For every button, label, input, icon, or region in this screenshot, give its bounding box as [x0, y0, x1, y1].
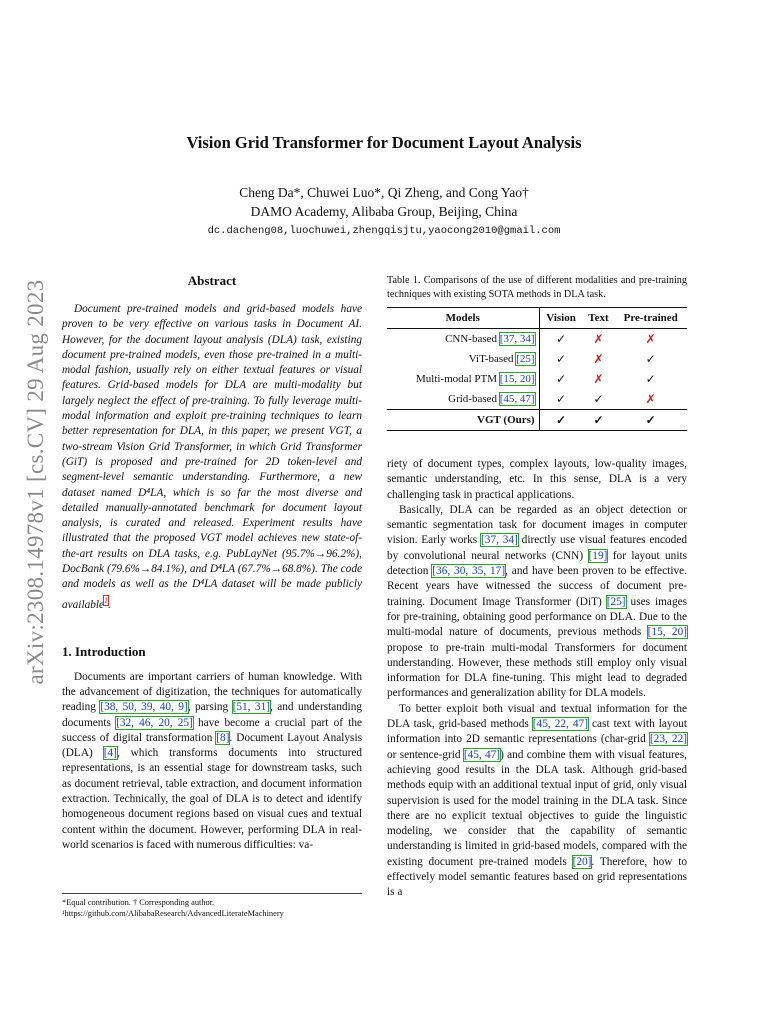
model-name: CNN-based: [445, 333, 500, 345]
check-icon: ✓: [614, 410, 687, 431]
paragraph-continued: riety of document types, complex layouts, low-quality images, semantic understanding, etc. In this sense, DLA is a very challenging task in practical applications.: [387, 458, 687, 501]
text-run: . Therefore, how to effectively model semantic features based on grid representations is a: [387, 855, 687, 899]
text-run: , and have been proven to be effective. Recent years have witnessed the success of document pre-training. Document Image Transformer (DiT): [387, 565, 687, 608]
citation-link[interactable]: [19]: [588, 549, 608, 562]
text-run: . Document Layout Analysis (DLA): [62, 731, 362, 760]
arxiv-identifier: arXiv:2308.14978v1 [cs.CV] 29 Aug 2023: [23, 279, 48, 685]
text-run: Documents are important carriers of human knowledge. With the advancement of digitization, the techniques for automatically reading: [62, 670, 362, 714]
cross-icon: ✗: [593, 351, 604, 366]
citation-link[interactable]: [36, 30, 35, 17]: [432, 565, 506, 578]
abstract-heading: Abstract: [187, 273, 237, 288]
citation-link[interactable]: [15, 20]: [499, 373, 535, 385]
text-run: propose to pre-train multi-modal Transformers for document understanding. However, these methods still employ only visual information for DLA fine-tuning. This might lead to degraded performances and generalization ability for DLA models.: [387, 641, 687, 700]
citation-link[interactable]: [37, 34]: [499, 333, 535, 345]
author-block: [0, 183, 768, 221]
text-run: directly use visual features encoded by convolutional neural networks (CNN): [387, 534, 687, 562]
text-run: , and understanding documents: [62, 701, 362, 729]
model-name: Multi-modal PTM: [416, 373, 500, 385]
abstract-body: Document pre-trained models and grid-based models have proven to be very effective on various tasks in Document AI. However, for the document layout analysis (DLA) task, existing document pre-trained models, even those pre-trained in a multi-modal fashion, usually rely on either textual features or visual features. Grid-based models for DLA are multi-modality but largely neglect the effect of pre-training. To fully leverage multi-modal information and exploit pre-training techniques to learn better representation for DLA, in this paper, we present VGT, a two-stream Vision Grid Transformer, in which Grid Transformer (GiT) is proposed and pre-trained for 2D token-level and segment-level semantic understanding. Furthermore, a new dataset named D⁴LA, which is so far the most diverse and detailed manually-annotated benchmark for document layout analysis, is curated and released. Experiment results have illustrated that the proposed VGT model achieves new state-of-the-art results on DLA tasks, e.g. PubLayNet (95.7%→96.2%), DocBank (79.6%→84.1%), and D⁴LA (67.7%→68.8%). The code and models as well as the D⁴LA dataset will be made publicly available: [62, 303, 362, 611]
text-run: for layout units detection: [387, 549, 687, 578]
table-row-ours: [387, 410, 687, 431]
arxiv-sidebar: [6, 232, 66, 732]
text-run: ) and combine them with visual features, achieving good results in the DLA task. Although grid-based methods equip with an additional textual input of grid, only visual supervision is used for the model training in the DLA task. Since there are no explicit textual objectives to guide the linguistic modeling, we consider that the capability of semantic understanding is limited in grid-based models, compared with the existing document pre-trained models: [387, 748, 687, 868]
table-caption: Table 1. Comparisons of the use of different modalities and pre-training techniques with existing SOTA methods in DLA task.: [387, 275, 687, 300]
check-icon: ✓: [556, 331, 567, 346]
citation-link[interactable]: [38, 50, 39, 40, 9]: [100, 701, 188, 714]
column-header-text: Text: [583, 308, 615, 329]
table-row: [387, 389, 687, 410]
affiliation: DAMO Academy, Alibaba Group, Beijing, China: [250, 204, 518, 219]
citation-link[interactable]: [4]: [103, 747, 117, 760]
footnote-github-url[interactable]: ¹https://github.com/AlibabaResearch/AdvancedLiterateMachinery: [62, 909, 284, 918]
column-header-vision: Vision: [539, 308, 582, 329]
model-cell: [387, 389, 539, 410]
paragraph: [387, 702, 687, 901]
citation-link[interactable]: [15, 20]: [647, 626, 687, 639]
citation-link[interactable]: [51, 31]: [232, 701, 270, 714]
citation-link[interactable]: [45, 22, 47]: [532, 718, 588, 731]
check-icon: ✓: [645, 351, 656, 366]
text-run: uses images for pre-training, obtaining good performance on DLA. Due to the multi-modal nature of documents, previous methods: [387, 595, 687, 639]
text-run: To better exploit both visual and textual information for the DLA task, grid-based methods: [387, 702, 687, 731]
column-header-models: Models: [387, 308, 539, 329]
check-icon: ✓: [539, 410, 582, 431]
paragraph: [387, 503, 687, 702]
citation-link[interactable]: [37, 34]: [481, 534, 518, 547]
table-row: [387, 349, 687, 369]
check-icon: ✓: [593, 391, 604, 406]
cross-icon: ✗: [593, 371, 604, 386]
citation-link[interactable]: [8]: [216, 731, 230, 744]
citation-link[interactable]: [23, 22]: [649, 733, 687, 746]
model-name: VGT (Ours): [477, 414, 535, 426]
right-column: [387, 270, 687, 901]
check-icon: ✓: [645, 371, 656, 386]
text-run: Basically, DLA can be regarded as an object detection or semantic segmentation task for document images in computer vision. Early works: [387, 503, 687, 547]
intro-paragraph: [62, 670, 362, 854]
citation-link[interactable]: [20]: [572, 855, 592, 868]
check-icon: ✓: [583, 410, 615, 431]
column-header-pretrained: Pre-trained: [614, 308, 687, 329]
citation-link[interactable]: [25]: [606, 595, 626, 608]
text-run: or sentence-grid: [387, 748, 464, 761]
comparison-table: [387, 307, 687, 431]
check-icon: ✓: [556, 351, 567, 366]
abstract-text: [62, 302, 362, 613]
cross-icon: ✗: [645, 331, 656, 346]
citation-link[interactable]: [32, 46, 20, 25]: [116, 716, 193, 729]
right-body-text: [387, 457, 687, 901]
author-names: Cheng Da*, Chuwei Luo*, Qi Zheng, and Cong Yao†: [239, 185, 529, 200]
abstract-end: .: [108, 598, 111, 611]
text-run: , parsing: [187, 701, 233, 714]
model-cell: [387, 369, 539, 389]
cross-icon: ✗: [593, 331, 604, 346]
model-name: ViT-based: [468, 353, 517, 365]
model-cell: [387, 329, 539, 350]
section-heading-introduction: 1. Introduction: [62, 643, 146, 659]
citation-link[interactable]: [45, 47]: [463, 748, 501, 761]
model-cell: [387, 410, 539, 431]
author-emails[interactable]: dc.dacheng08,luochuwei,zhengqisjtu,yaocong2010@gmail.com: [207, 225, 561, 237]
footnote-equal-contribution: *Equal contribution. † Corresponding author.: [62, 898, 215, 907]
footnote-link[interactable]: 1: [104, 595, 109, 605]
table-row: [387, 329, 687, 350]
table-header-row: [387, 308, 687, 329]
cross-icon: ✗: [645, 391, 656, 406]
citation-link[interactable]: [25]: [516, 353, 535, 365]
paper-title: Vision Grid Transformer for Document Layout Analysis: [186, 133, 582, 152]
left-column: [62, 270, 362, 853]
text-run: cast text with layout information into 2D semantic representations (char-grid: [387, 718, 688, 746]
check-icon: ✓: [556, 391, 567, 406]
model-name: Grid-based: [448, 393, 500, 405]
citation-link[interactable]: [45, 47]: [499, 393, 535, 405]
model-cell: [387, 349, 539, 369]
text-run: have become a crucial part of the success of digital transformation: [62, 716, 362, 744]
text-run: , which transforms documents into structured representations, is an essential stage for downstream tasks, such as document retrieval, table extraction, and document information extraction. Technically, the goal of DLA is to detect and identify homogeneous document regions based on visual cues and textual content within the document. However, performing DLA in real-world scenarios is faced with numerous difficulties: va-: [62, 747, 362, 851]
table-row: [387, 369, 687, 389]
footnotes: [62, 893, 362, 919]
check-icon: ✓: [556, 371, 567, 386]
